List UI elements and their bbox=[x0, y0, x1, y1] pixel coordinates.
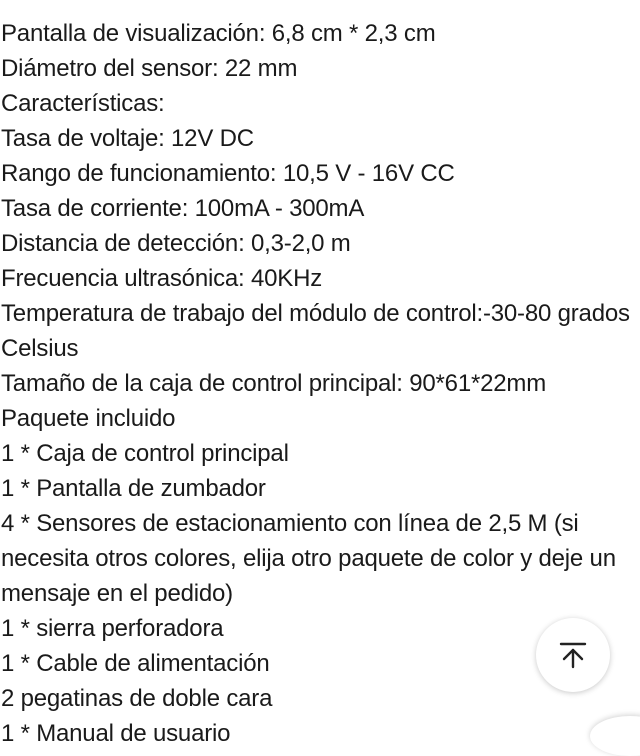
description-line: 1 * sierra perforadora bbox=[1, 615, 224, 642]
description-line: 1 * Caja de control principal bbox=[1, 440, 289, 467]
description-line: Pantalla de visualización: 6,8 cm * 2,3 cm bbox=[1, 20, 436, 47]
description-line: Temperatura de trabajo del módulo de control:-30-80 grados Celsius bbox=[1, 300, 630, 362]
description-line: Frecuencia ultrasónica: 40KHz bbox=[1, 265, 323, 292]
arrow-up-to-line-icon bbox=[558, 640, 588, 670]
description-line: 1 * Pantalla de zumbador bbox=[1, 475, 266, 502]
description-line: Tamaño de la caja de control principal: 90*61*22mm bbox=[1, 370, 546, 397]
description-line: Paquete incluido bbox=[1, 405, 176, 432]
description-line: Tasa de voltaje: 12V DC bbox=[1, 125, 254, 152]
description-line: 1 * Manual de usuario bbox=[1, 720, 231, 747]
description-line: 2 pegatinas de doble cara bbox=[1, 685, 273, 712]
description-line: Diámetro del sensor: 22 mm bbox=[1, 55, 298, 82]
description-line: 4 * Sensores de estacionamiento con línea de 2,5 M (si necesita otros colores, elija otro paquete de color y deje un mensaje en el pedido) bbox=[1, 510, 616, 607]
back-to-top-button[interactable] bbox=[536, 618, 610, 692]
description-line: Tasa de corriente: 100mA - 300mA bbox=[1, 195, 365, 222]
description-line: Distancia de detección: 0,3-2,0 m bbox=[1, 230, 351, 257]
description-line: Características: bbox=[1, 90, 165, 117]
description-line: 1 * Cable de alimentación bbox=[1, 650, 270, 677]
description-line: Rango de funcionamiento: 10,5 V - 16V CC bbox=[1, 160, 455, 187]
